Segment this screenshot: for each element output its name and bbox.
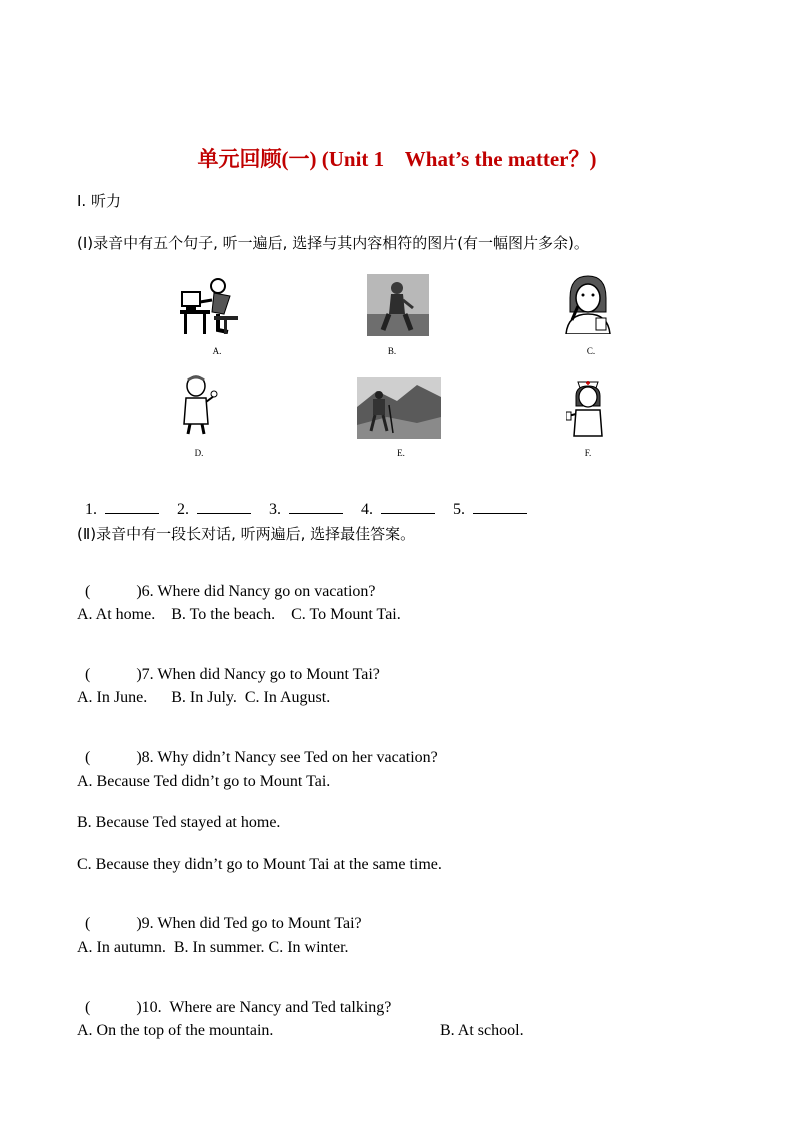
nurse-icon: [566, 376, 610, 438]
part1-instruction: (Ⅰ)录音中有五个句子, 听一遍后, 选择与其内容相符的图片(有一幅图片多余)。: [77, 234, 589, 252]
person-hurt-knee-photo: [367, 274, 429, 336]
question-10-option-b: B. At school.: [440, 1022, 524, 1039]
answer-paren-close: ): [136, 749, 142, 766]
question-9: [77, 897, 362, 933]
answer-blanks-row: [77, 481, 545, 519]
answer-blank-2[interactable]: [197, 499, 251, 514]
answer-paren-close: ): [136, 583, 142, 600]
answer-paren-open: (: [85, 666, 91, 683]
question-stem: 6. Where did Nancy go on vacation?: [141, 583, 376, 600]
picture-label-e: E.: [397, 448, 405, 458]
question-8-option-b: B. Because Ted stayed at home.: [77, 814, 281, 831]
answer-blank-5[interactable]: [473, 499, 527, 514]
question-stem: 9. When did Ted go to Mount Tai?: [141, 915, 362, 932]
section-heading: Ⅰ. 听力: [77, 192, 121, 210]
blank-label-2: 2.: [177, 501, 189, 518]
question-6: [77, 565, 376, 601]
doctor-icon: [180, 374, 218, 436]
blank-label-1: 1.: [85, 501, 97, 518]
answer-paren-open: (: [85, 915, 91, 932]
answer-paren-close: ): [136, 915, 142, 932]
answer-paren-open: (: [85, 583, 91, 600]
question-8-option-a: A. Because Ted didn’t go to Mount Tai.: [77, 773, 331, 790]
question-8-option-c: C. Because they didn’t go to Mount Tai at the same time.: [77, 856, 442, 873]
part2-instruction: (Ⅱ)录音中有一段长对话, 听两遍后, 选择最佳答案。: [77, 525, 416, 543]
answer-blank-1[interactable]: [105, 499, 159, 514]
question-6-options: A. At home. B. To the beach. C. To Mount Tai.: [77, 606, 401, 623]
hiker-mountain-photo: [357, 377, 441, 439]
picture-label-b: B.: [387, 346, 397, 356]
question-7-options: A. In June. B. In July. C. In August.: [77, 689, 331, 706]
answer-blank-3[interactable]: [289, 499, 343, 514]
picture-label-a: A.: [212, 346, 222, 356]
blank-label-4: 4.: [361, 501, 373, 518]
picture-label-d: D.: [194, 448, 204, 458]
answer-paren-open: (: [85, 999, 91, 1016]
answer-paren-close: ): [136, 999, 142, 1016]
question-8: [77, 731, 438, 767]
person-at-computer-icon: [178, 272, 244, 336]
answer-paren-open: (: [85, 749, 91, 766]
question-stem: 10. Where are Nancy and Ted talking?: [141, 999, 392, 1016]
page-title: 单元回顾(一) (Unit 1 What’s the matter？): [197, 147, 597, 171]
question-stem: 7. When did Nancy go to Mount Tai?: [141, 666, 380, 683]
person-brushing-teeth-icon: [560, 272, 614, 334]
blank-label-3: 3.: [269, 501, 281, 518]
question-stem: 8. Why didn’t Nancy see Ted on her vacation?: [141, 749, 438, 766]
question-10: [77, 981, 391, 1017]
question-9-options: A. In autumn. B. In summer. C. In winter.: [77, 939, 349, 956]
picture-label-f: F.: [584, 448, 592, 458]
answer-paren-close: ): [136, 666, 142, 683]
question-10-option-a: A. On the top of the mountain.: [77, 1022, 274, 1039]
picture-label-c: C.: [586, 346, 596, 356]
blank-label-5: 5.: [453, 501, 465, 518]
question-7: [77, 648, 380, 684]
answer-blank-4[interactable]: [381, 499, 435, 514]
